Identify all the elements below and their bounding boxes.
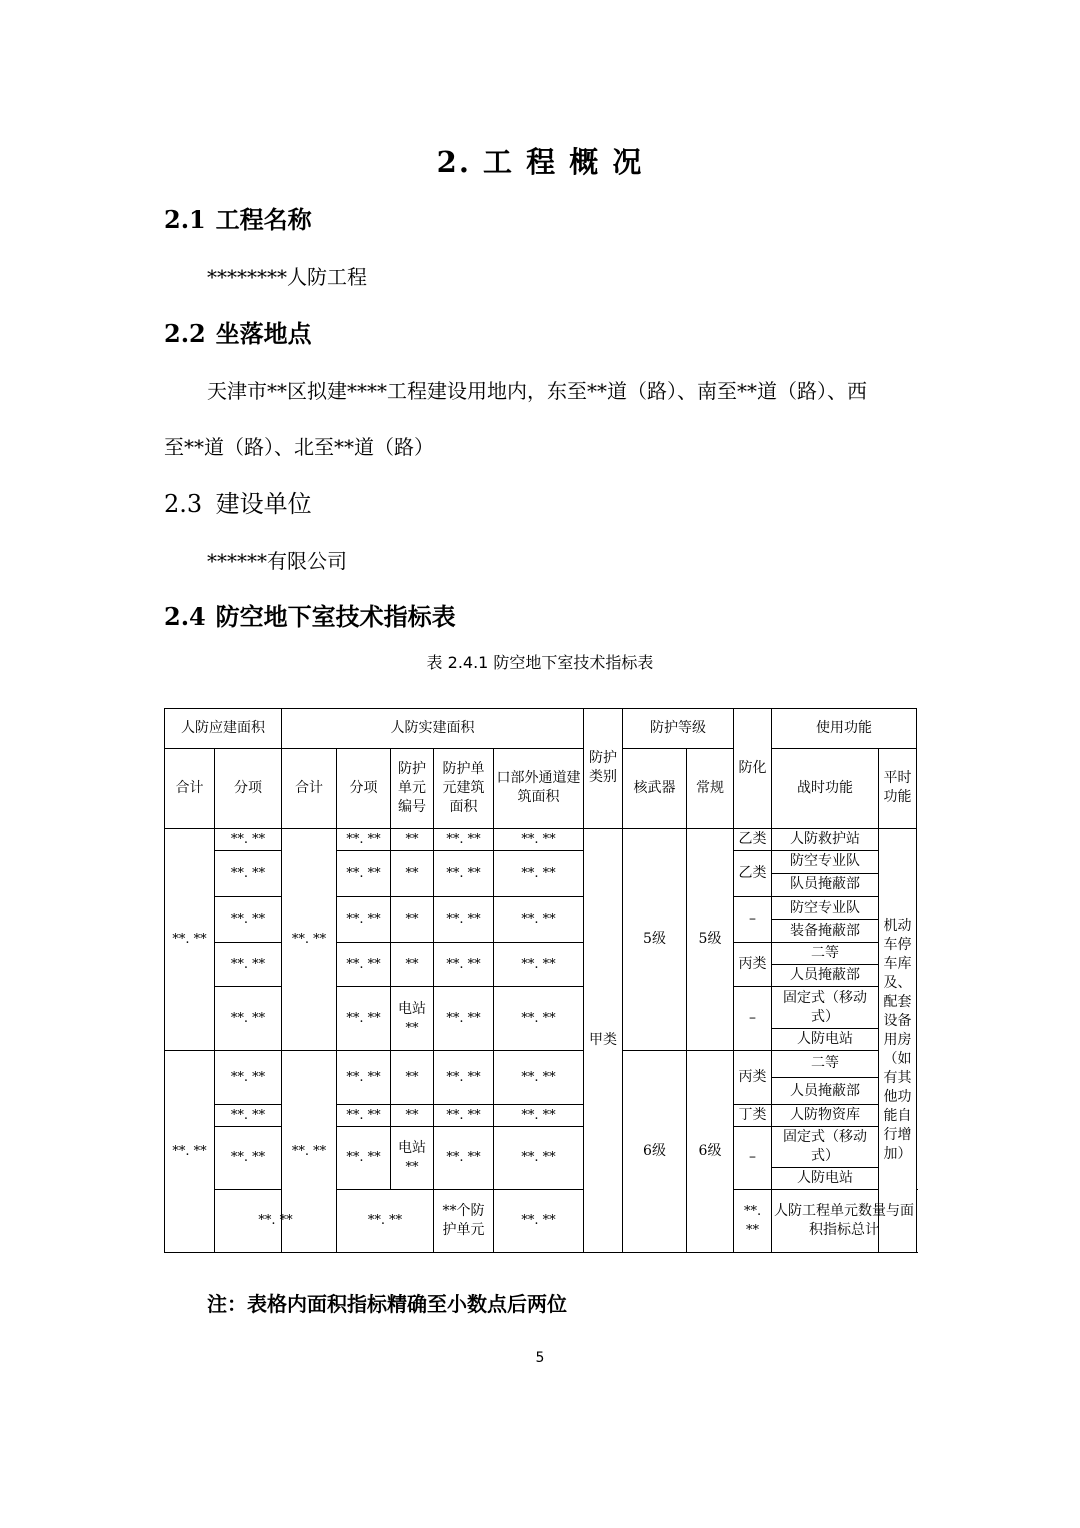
chem-level: – (734, 897, 772, 943)
passage-area: **. ** (494, 897, 584, 943)
heading-title: 防空地下室技术指标表 (215, 602, 456, 631)
heading-number: 2.1 (164, 205, 206, 234)
war-function: 防空专业队 (772, 897, 879, 920)
th-item: 分项 (337, 749, 391, 828)
table-row (165, 987, 917, 1028)
table-row (165, 850, 917, 873)
developer-name: ******有限公司 (207, 549, 347, 573)
heading-2-3 (164, 484, 312, 519)
required-item: **. ** (215, 850, 282, 896)
unit-area: **. ** (434, 850, 494, 896)
passage-area: **. ** (494, 943, 584, 987)
chem-level: – (734, 987, 772, 1050)
war-function: 装备掩蔽部 (772, 920, 879, 943)
th-peace-func: 平时功能 (879, 749, 917, 828)
summary-unit-area: **. ** (494, 1189, 584, 1252)
unit-no-station (391, 987, 434, 1050)
war-function: 人防救护站 (772, 828, 879, 850)
passage-area: **. ** (494, 828, 584, 850)
heading-2-2 (164, 314, 312, 349)
table-row (165, 828, 917, 850)
conventional-level: 5级 (687, 828, 734, 1050)
actual-item: **. ** (337, 987, 391, 1050)
project-name: ********人防工程 (207, 265, 367, 289)
location-line-1: 天津市**区拟建****工程建设用地内，东至**道（路）、南至**道（路）、西 (207, 379, 867, 403)
unit-no-mask: ** (405, 1159, 419, 1175)
nuclear-level: 5级 (623, 828, 687, 1050)
summary-required: **. ** (215, 1189, 337, 1252)
unit-no: ** (391, 897, 434, 943)
th-conventional: 常规 (687, 749, 734, 828)
war-function: 人员掩蔽部 (772, 1077, 879, 1104)
table-caption: 表 2.4.1 防空地下室技术指标表 (426, 653, 654, 672)
war-function: 防空专业队 (772, 850, 879, 873)
chem-level: 乙类 (734, 850, 772, 896)
unit-no: ** (391, 1050, 434, 1104)
required-item: **. ** (215, 1050, 282, 1104)
heading-number: 2.3 (164, 490, 203, 518)
summary-actual: **. ** (337, 1189, 434, 1252)
summary-units: **个防护单元 (434, 1189, 494, 1252)
actual-item: **. ** (337, 897, 391, 943)
page-number: 5 (535, 1350, 545, 1366)
required-item: **. ** (215, 1105, 282, 1127)
peace-function: 机动车停车库及、配套设备用房（如有其他功能自行增加） (879, 828, 917, 1252)
unit-area: **. ** (434, 1127, 494, 1189)
actual-total: **. ** (282, 1050, 337, 1252)
heading-title: 坐落地点 (215, 319, 312, 348)
table-row (165, 1105, 917, 1127)
war-function: 固定式（移动式） (772, 987, 879, 1028)
passage-area: **. ** (494, 850, 584, 896)
actual-item: **. ** (337, 828, 391, 850)
heading-title: 建设单位 (215, 490, 312, 518)
required-item: **. ** (215, 897, 282, 943)
actual-item: **. ** (337, 1127, 391, 1189)
unit-area: **. ** (434, 897, 494, 943)
heading-number: 2.4 (164, 602, 206, 631)
required-item: **. ** (215, 987, 282, 1050)
war-function: 人防电站 (772, 1168, 879, 1189)
section-title: 2. 工 程 概 况 (436, 145, 644, 179)
table-note: 注：表格内面积指标精确至小数点后两位 (207, 1292, 567, 1316)
th-nuclear: 核武器 (623, 749, 687, 828)
unit-no: ** (391, 850, 434, 896)
required-item: **. ** (215, 1127, 282, 1189)
th-protect-level: 防护等级 (623, 709, 734, 749)
th-required-area: 人防应建面积 (165, 709, 282, 749)
unit-area: **. ** (434, 1105, 494, 1127)
unit-area: **. ** (434, 987, 494, 1050)
unit-no: ** (391, 1105, 434, 1127)
power-station-label: 电站 (398, 1139, 426, 1156)
required-item: **. ** (215, 943, 282, 987)
table-row (165, 943, 917, 965)
th-item: 分项 (215, 749, 282, 828)
chem-level: 丁类 (734, 1105, 772, 1127)
power-station-label: 电站 (398, 1000, 426, 1017)
unit-area: **. ** (434, 1050, 494, 1104)
unit-area: **. ** (434, 943, 494, 987)
summary-passage-area: **. ** (734, 1189, 772, 1252)
tech-index-table (164, 708, 917, 1253)
heading-2-4 (164, 597, 456, 632)
war-function: 人防物资库 (772, 1105, 879, 1127)
war-function: 固定式（移动式） (772, 1127, 879, 1168)
actual-item: **. ** (337, 850, 391, 896)
chem-level: 丙类 (734, 1050, 772, 1104)
chem-level: – (734, 1127, 772, 1189)
conventional-level: 6级 (687, 1050, 734, 1252)
passage-area: **. ** (494, 1105, 584, 1127)
table-row (165, 897, 917, 920)
th-unit-no: 防护单元编号 (391, 749, 434, 828)
unit-no: ** (391, 943, 434, 987)
th-war-func: 战时功能 (772, 749, 879, 828)
unit-no-station (391, 1127, 434, 1189)
passage-area: **. ** (494, 987, 584, 1050)
required-total: **. ** (165, 1050, 215, 1252)
summary-row (165, 1189, 917, 1252)
header-row-1 (165, 709, 917, 749)
chem-level: 丙类 (734, 943, 772, 987)
summary-text: 人防工程单元数量与面积指标总计 (772, 1189, 917, 1252)
actual-item: **. ** (337, 943, 391, 987)
header-row-2 (165, 749, 917, 828)
th-chem: 防化 (734, 709, 772, 829)
th-usage: 使用功能 (772, 709, 917, 749)
actual-total: **. ** (282, 828, 337, 1050)
table-row (165, 1127, 917, 1168)
war-function: 队员掩蔽部 (772, 873, 879, 896)
required-total: **. ** (165, 828, 215, 1050)
chem-level: 乙类 (734, 828, 772, 850)
actual-item: **. ** (337, 1105, 391, 1127)
th-total: 合计 (165, 749, 215, 828)
war-function: 二等 (772, 943, 879, 965)
th-protect-class: 防护类别 (584, 709, 623, 829)
unit-area: **. ** (434, 828, 494, 850)
unit-no-mask: ** (405, 1020, 419, 1036)
th-actual-area: 人防实建面积 (282, 709, 584, 749)
heading-2-1 (164, 200, 312, 235)
required-item: **. ** (215, 828, 282, 850)
unit-no: ** (391, 828, 434, 850)
war-function: 人员掩蔽部 (772, 965, 879, 987)
actual-item: **. ** (337, 1050, 391, 1104)
war-function: 二等 (772, 1050, 879, 1077)
nuclear-level: 6级 (623, 1050, 687, 1252)
passage-area: **. ** (494, 1050, 584, 1104)
table-row (165, 1050, 917, 1077)
location-line-2: 至**道（路）、北至**道（路） (164, 435, 434, 459)
th-passage-area: 口部外通道建筑面积 (494, 749, 584, 828)
th-unit-area: 防护单元建筑面积 (434, 749, 494, 828)
heading-number: 2.2 (164, 319, 206, 348)
heading-title: 工程名称 (215, 205, 312, 234)
th-total: 合计 (282, 749, 337, 828)
war-function: 人防电站 (772, 1028, 879, 1050)
protect-class: 甲类 (584, 828, 623, 1252)
passage-area: **. ** (494, 1127, 584, 1189)
